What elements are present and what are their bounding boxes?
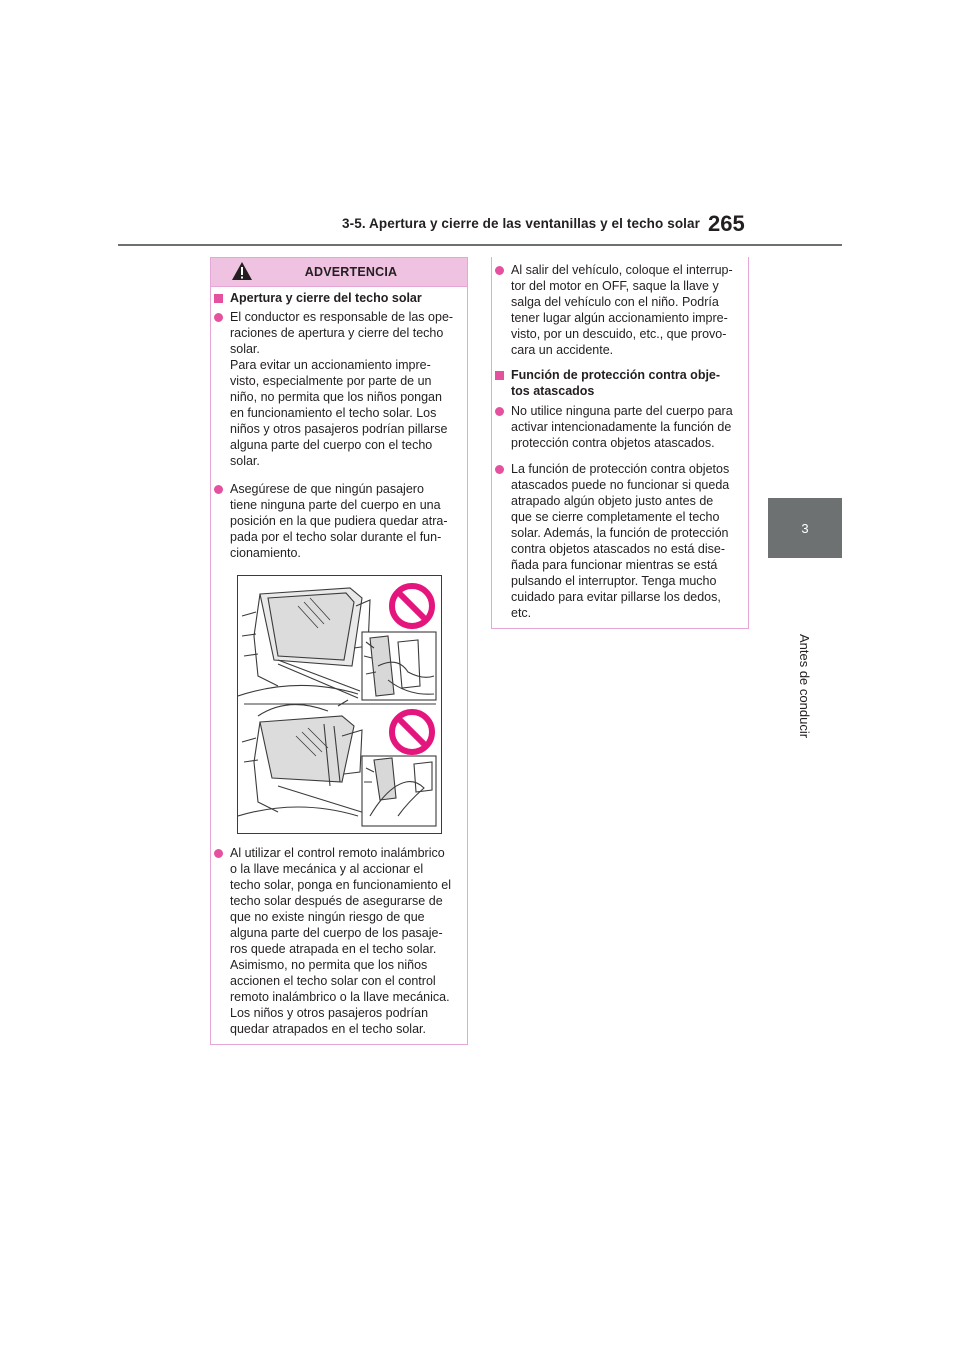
text-line: Para evitar un accionamiento impre- <box>230 358 431 372</box>
text-line: posición en la que pudiera quedar atra- <box>230 514 448 528</box>
text-line: accionen el techo solar con el control <box>230 974 436 988</box>
round-bullet-icon <box>495 266 504 275</box>
text-line: quedar atrapados en el techo solar. <box>230 1022 426 1036</box>
section-title: 3-5. Apertura y cierre de las ventanillas y el techo solar <box>342 216 700 231</box>
round-bullet-icon <box>495 407 504 416</box>
header-rule <box>118 244 842 246</box>
square-bullet-icon <box>214 294 223 303</box>
text-line: etc. <box>511 606 532 620</box>
prohibition-icon <box>392 712 432 752</box>
round-bullet-icon <box>214 849 223 858</box>
text-line: atrapado algún objeto justo antes de <box>511 494 714 508</box>
text-line: solar. <box>230 454 260 468</box>
text-line: La función de protección contra objetos <box>511 462 730 476</box>
text-line: niños y otros pasajeros podrían pillarse <box>230 422 448 436</box>
text-line: activar intencionadamente la función de <box>511 420 732 434</box>
text-line: tiene ninguna parte del cuerpo en una <box>230 498 441 512</box>
warning-label: ADVERTENCIA <box>304 265 398 279</box>
page-number: 265 <box>708 211 745 236</box>
heading-line: Función de protección contra obje- <box>511 368 721 382</box>
text-line: salga del vehículo con el niño. Podría <box>511 295 719 309</box>
round-bullet-icon <box>214 313 223 322</box>
text-line: raciones de apertura y cierre del techo <box>230 326 444 340</box>
text-line: cionamiento. <box>230 546 301 560</box>
text-line: cara un accidente. <box>511 343 614 357</box>
text-line: El conductor es responsable de las ope- <box>230 310 454 324</box>
round-bullet-icon <box>495 465 504 474</box>
text-line: ñada para funcionar mientras se está <box>511 558 718 572</box>
text-line: solar. <box>230 342 260 356</box>
warning-header <box>211 258 467 287</box>
chapter-number: 3 <box>801 520 809 536</box>
text-line: pulsando el interruptor. Tenga mucho <box>511 574 717 588</box>
text-line: visto, especialmente por parte de un <box>230 374 432 388</box>
chapter-tab <box>768 498 842 558</box>
text-line: tener lugar algún accionamiento impre- <box>511 311 728 325</box>
text-line: alguna parte del cuerpo de los pasaje- <box>230 926 443 940</box>
text-line: Al salir del vehículo, coloque el interrup- <box>511 263 733 277</box>
text-line: visto, por un descuido, etc., que provo- <box>511 327 727 341</box>
text-line: o la llave mecánica y al accionar el <box>230 862 424 876</box>
text-line: No utilice ninguna parte del cuerpo para <box>511 404 733 418</box>
text-line: que se cierre completamente el techo <box>511 510 720 524</box>
text-line: contra objetos atascados no está dise- <box>511 542 726 556</box>
round-bullet-icon <box>214 485 223 494</box>
text-line: cuidado para evitar pillarse los dedos, <box>511 590 721 604</box>
text-line: techo solar después de asegurarse de <box>230 894 443 908</box>
warning-triangle-icon <box>231 261 253 281</box>
heading-line: tos atascados <box>511 384 595 398</box>
text-line: ros quede atrapada en el techo solar. <box>230 942 437 956</box>
chapter-title: Antes de conducir <box>797 633 813 739</box>
sunroof-illustration-drawing <box>238 576 441 833</box>
text-line: niño, no permita que los niños pongan <box>230 390 442 404</box>
text-line: atascados puede no funcionar si queda <box>511 478 730 492</box>
prohibition-icon <box>392 586 432 626</box>
text-line: remoto inalámbrico o la llave mecánica. <box>230 990 450 1004</box>
text-line: solar. Además, la función de protección <box>511 526 729 540</box>
text-line: Asimismo, no permita que los niños <box>230 958 428 972</box>
sunroof-pinch-illustration <box>237 575 442 834</box>
text-line: tor del motor en OFF, saque la llave y <box>511 279 719 293</box>
text-line: protección contra objetos atascados. <box>511 436 715 450</box>
text-line: Asegúrese de que ningún pasajero <box>230 482 424 496</box>
text-line: alguna parte del cuerpo con el techo <box>230 438 433 452</box>
square-bullet-icon <box>495 371 504 380</box>
text-line: Los niños y otros pasajeros podrían <box>230 1006 429 1020</box>
text-line: que no existe ningún riesgo de que <box>230 910 425 924</box>
text-line: pada por el techo solar durante el fun- <box>230 530 442 544</box>
text-line: techo solar, ponga en funcionamiento el <box>230 878 451 892</box>
text-line: en funcionamiento el techo solar. Los <box>230 406 437 420</box>
text-line: Al utilizar el control remoto inalámbrico <box>230 846 445 860</box>
